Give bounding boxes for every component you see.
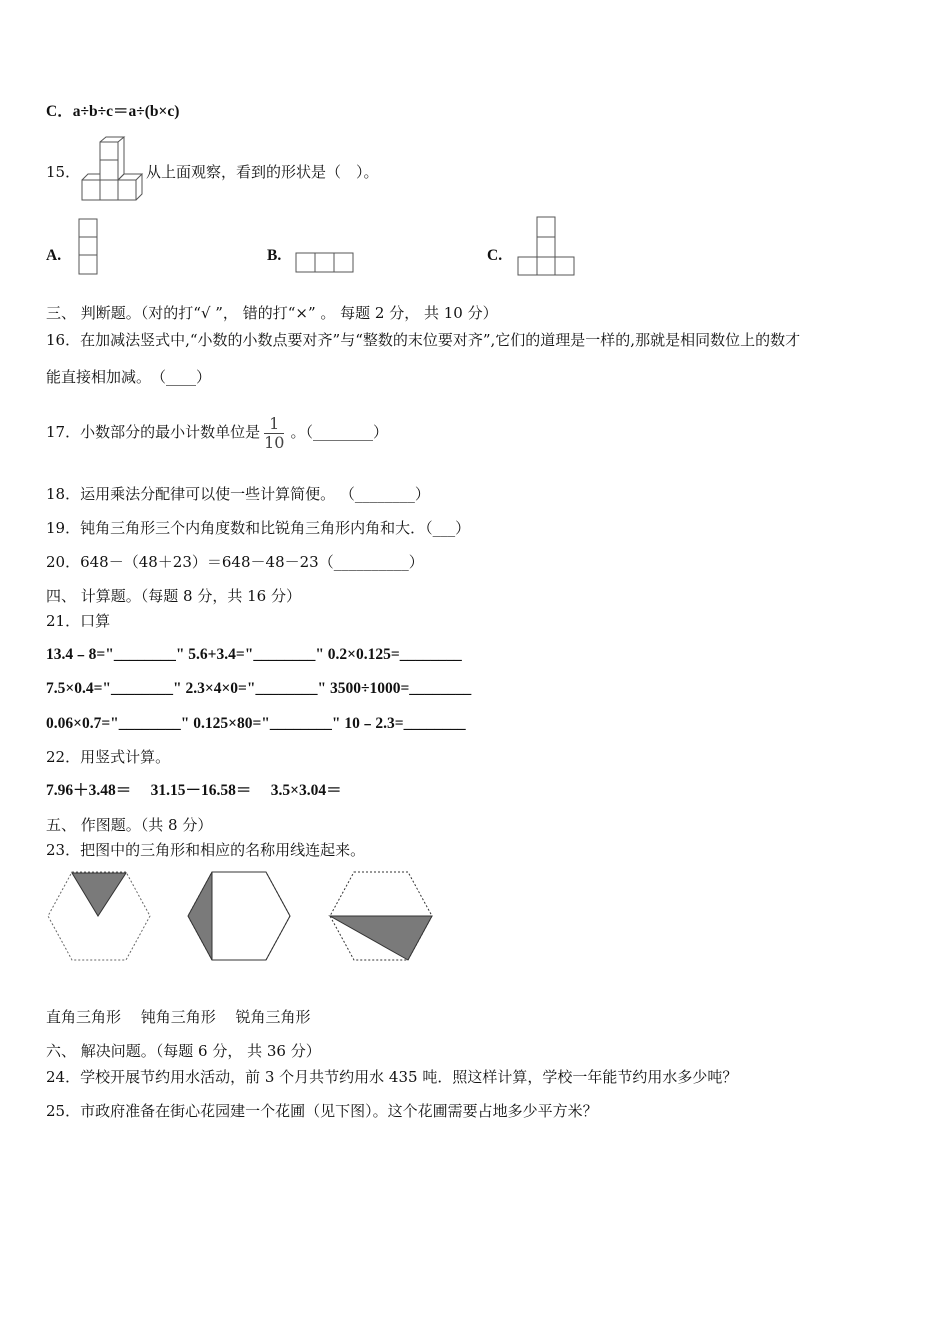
- q14-option-c: C．a÷b÷c＝a÷(b×c): [46, 103, 180, 120]
- q20: 20．648－（48＋23）＝648－48－23（__________）: [46, 553, 424, 571]
- q15-option-c-figure: [517, 216, 577, 278]
- q16-line2: 能直接相加减。 （____）: [46, 368, 212, 386]
- q16-line1: 16．在加减法竖式中,“小数的小数点要对齐”与“整数的末位要对齐”,它们的道理是一样的,那就是相同数位上的数才: [46, 331, 801, 349]
- q15-cube-figure: [80, 136, 144, 204]
- q17-fraction-numerator: 1: [264, 415, 284, 434]
- q15-question: 从上面观察，看到的形状是（ ）。: [146, 163, 379, 181]
- q15-option-a-figure: [78, 218, 100, 278]
- hexagon-figure-2: [186, 870, 292, 962]
- q15-option-b-label: B.: [267, 247, 282, 264]
- hexagon-figure-3: [328, 870, 434, 962]
- hexagon-figure-1: [46, 870, 152, 962]
- q17: [46, 402, 388, 462]
- q15-number: 15．: [46, 163, 81, 181]
- q17-fraction-denominator: 10: [264, 432, 285, 452]
- q21-row3: 0.06×0.7="________" 0.125×80="________" 10﹣2.3=________: [46, 715, 466, 732]
- q23-triangle-names: 直角三角形 钝角三角形 锐角三角形: [46, 1008, 311, 1026]
- q17-blank: 。（________）: [290, 423, 388, 441]
- q15-option-c-label: C.: [487, 247, 503, 264]
- q22-title: 22．用竖式计算。: [46, 748, 171, 766]
- q15-option-b-figure: [295, 252, 355, 276]
- q15-option-a-label: A.: [46, 247, 62, 264]
- q21-row2: 7.5×0.4="________" 2.3×4×0="________" 3500÷1000=________: [46, 680, 472, 697]
- section4-title: 四、 计算题。（每题 8 分，共 16 分）: [46, 587, 301, 605]
- q24: 24．学校开展节约用水活动，前 3 个月共节约用水 435 吨．照这样计算，学校一年能节约用水多少吨？: [46, 1068, 738, 1086]
- q18: 18．运用乘法分配律可以使一些计算简便。 （________）: [46, 485, 430, 503]
- section5-title: 五、 作图题。（共 8 分）: [46, 816, 213, 834]
- q19: 19．钝角三角形三个内角度数和比锐角三角形内角和大．（___）: [46, 519, 471, 537]
- q25: 25．市政府准备在街心花园建一个花圃（见下图）。这个花圃需要占地多少平方米？: [46, 1102, 598, 1120]
- q21-title: 21．口算: [46, 612, 111, 630]
- q22-problems: 7.96＋3.48＝ 31.15－16.58＝ 3.5×3.04＝: [46, 782, 342, 799]
- q23-title: 23．把图中的三角形和相应的名称用线连起来。: [46, 841, 366, 859]
- q17-text: 17．小数部分的最小计数单位是: [46, 423, 261, 441]
- q17-fraction: [264, 415, 284, 452]
- section6-title: 六、 解决问题。（每题 6 分， 共 36 分）: [46, 1042, 321, 1060]
- q21-row1: 13.4﹣8="________" 5.6+3.4="________" 0.2×0.125=________: [46, 646, 462, 663]
- section3-title: 三、 判断题。（对的打“√ ”， 错的打“×” 。 每题 2 分， 共 10 分）: [46, 304, 498, 322]
